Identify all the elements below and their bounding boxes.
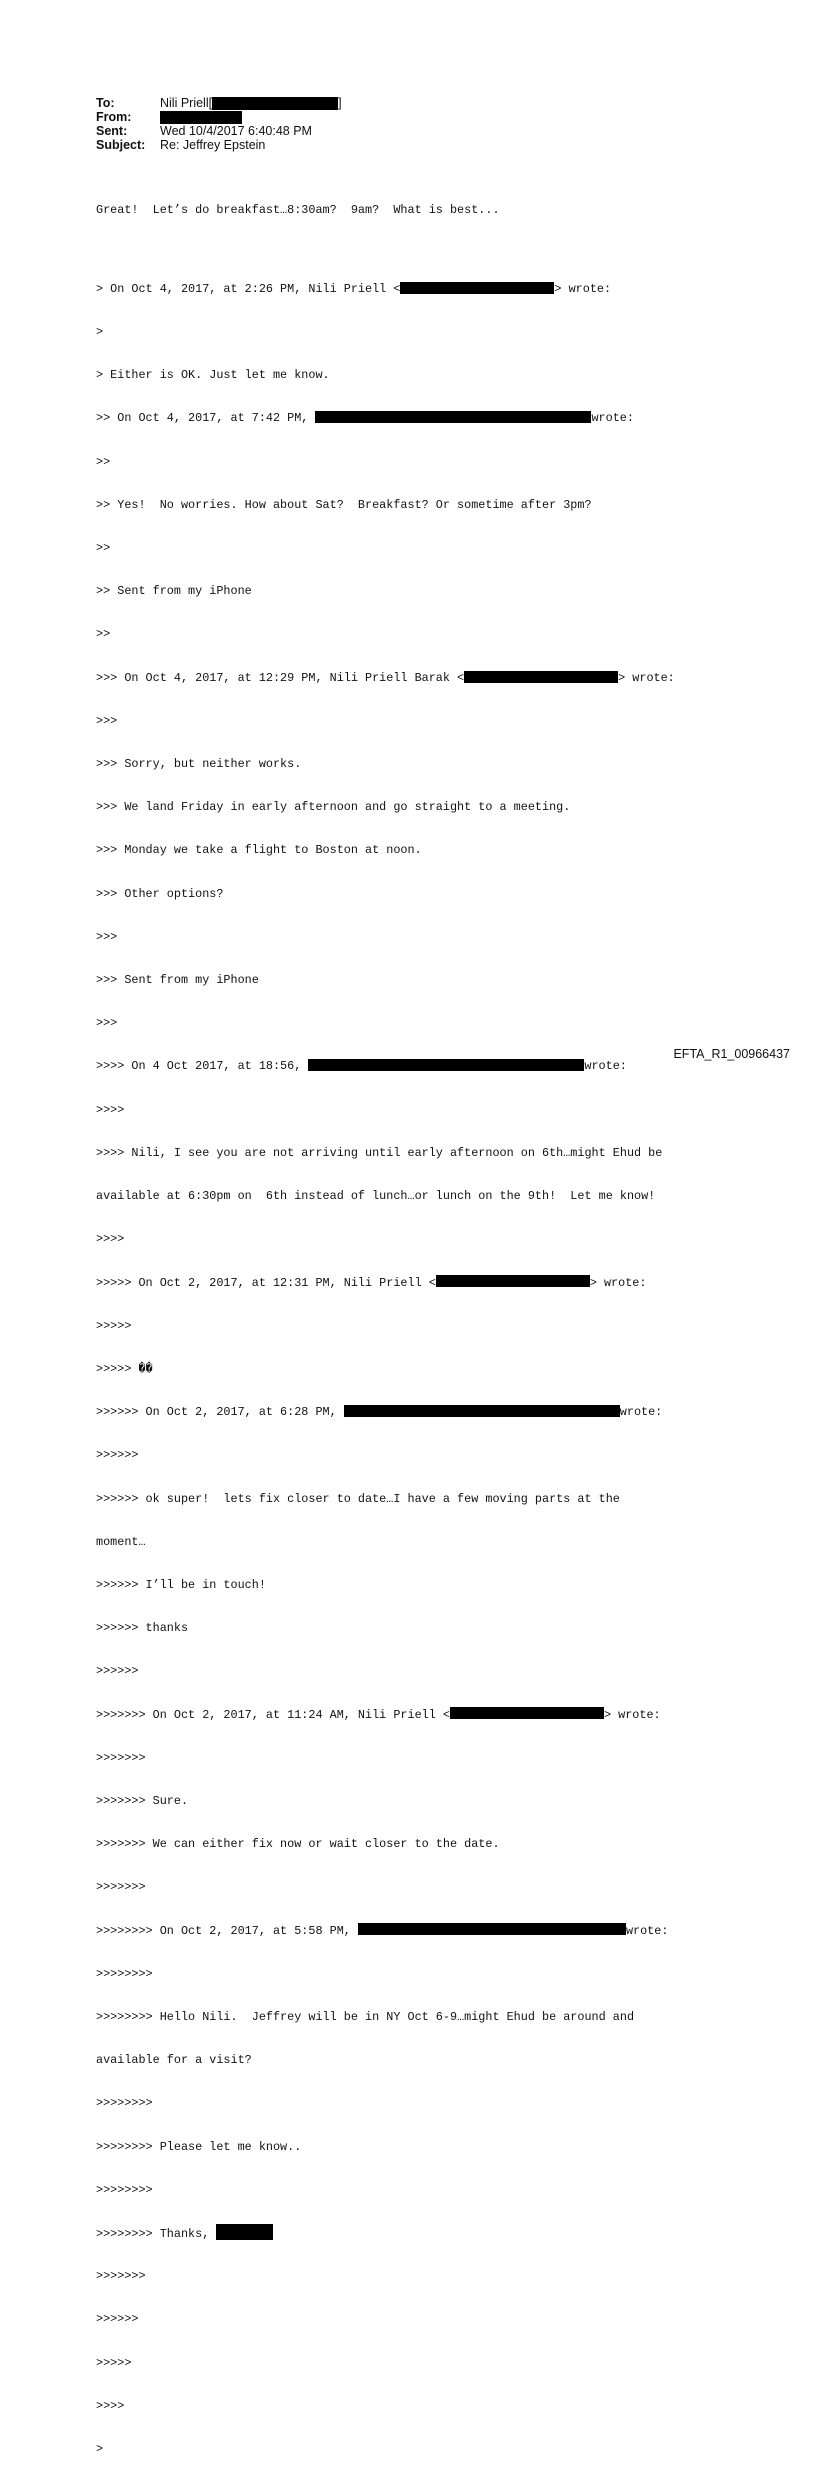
body-line: > (96, 2441, 104, 2456)
quote-header-end: > wrote: (618, 670, 675, 685)
quote-header-end: > wrote: (554, 281, 612, 296)
quote-header-line (96, 411, 756, 425)
body-line: >>>>>>> We can either fix now or wait closer to the date. (96, 1837, 500, 1852)
redaction-block (160, 111, 242, 124)
redaction-block (358, 1923, 626, 1935)
quote-header-end: > wrote: (589, 1275, 647, 1290)
quote-header-text: >>>>> On Oct 2, 2017, at 12:31 PM, Nili Priell < (96, 1275, 436, 1290)
quote-header-line (96, 1708, 756, 1722)
redaction-block (216, 2224, 273, 2240)
line-spacer (96, 246, 756, 253)
body-line: >>>> (96, 2398, 125, 2413)
quote-header-text: >>>> On 4 Oct 2017, at 18:56, (96, 1059, 309, 1074)
body-line: >>>>> �� (96, 1361, 153, 1376)
redaction-block (315, 411, 591, 423)
redaction-block (212, 97, 338, 110)
body-line: >>>>>> I’ll be in touch! (96, 1577, 266, 1592)
body-line: >>> Sent from my iPhone (96, 973, 259, 988)
body-line: Great! Let’s do breakfast…8:30am? 9am? What is best... (96, 202, 500, 217)
quote-header-end: wrote: (584, 1059, 627, 1074)
quote-header-line (96, 1924, 756, 1938)
document-id: EFTA_R1_00966437 (673, 1047, 790, 1061)
to-close: ] (338, 95, 342, 110)
body-line: >>>>>>> Sure. (96, 1793, 189, 1808)
redaction-block (344, 1405, 620, 1417)
subject-row (96, 138, 342, 152)
from-label: From: (96, 110, 132, 124)
to-row (96, 96, 342, 110)
body-line: >> (96, 541, 111, 556)
body-line: >> Sent from my iPhone (96, 584, 252, 599)
signature-line (96, 2226, 756, 2240)
body-line: available for a visit? (96, 2053, 252, 2068)
body-line: >>>>>>> (96, 2269, 146, 2284)
email-header (96, 96, 342, 152)
redaction-block (308, 1059, 584, 1071)
quote-header-line (96, 282, 756, 296)
quote-header-line (96, 671, 756, 685)
quote-header-line (96, 1059, 756, 1073)
body-line: > (96, 325, 104, 340)
signature-text: >>>>>>>> Thanks, (96, 2227, 217, 2242)
to-value (160, 96, 342, 110)
body-line: >> Yes! No worries. How about Sat? Breakfast? Or sometime after 3pm? (96, 497, 592, 512)
body-line: available at 6:30pm on 6th instead of lunch…or lunch on the 9th! Let me know! (96, 1189, 656, 1204)
redaction-block (436, 1275, 590, 1287)
body-line: >> (96, 454, 111, 469)
quote-header-line (96, 1276, 756, 1290)
body-line: >>>>>>> (96, 1750, 146, 1765)
body-line: moment… (96, 1534, 146, 1549)
body-line: >>>>>> thanks (96, 1621, 189, 1636)
to-label: To: (96, 96, 115, 110)
from-row (96, 110, 342, 124)
body-line: >>>> (96, 1232, 125, 1247)
quote-header-end: wrote: (591, 411, 634, 426)
body-line: >>>>> (96, 1318, 132, 1333)
body-line: >>>>>>> (96, 1880, 146, 1895)
body-line: > Either is OK. Just let me know. (96, 368, 330, 383)
body-line: >>>>> (96, 2355, 132, 2370)
body-line: >>>>>>>> Hello Nili. Jeffrey will be in NY Oct 6-9…might Ehud be around and (96, 2009, 635, 2024)
sent-row (96, 124, 342, 138)
to-name: Nili Priell[ (160, 95, 213, 110)
body-line: >>> (96, 713, 118, 728)
body-line: >> (96, 627, 111, 642)
body-line: >>> We land Friday in early afternoon and go straight to a meeting. (96, 800, 571, 815)
body-line: >>>>>>>> (96, 2182, 153, 2197)
sent-value: Wed 10/4/2017 6:40:48 PM (160, 124, 312, 138)
body-line: >>>>>> ok super! lets fix closer to date…I have a few moving parts at the (96, 1491, 620, 1506)
body-line: >>> (96, 1016, 118, 1031)
body-line: >>>>>> (96, 1448, 139, 1463)
sent-label: Sent: (96, 124, 128, 138)
body-line: >>>> (96, 1102, 125, 1117)
quote-header-text: >>>>>> On Oct 2, 2017, at 6:28 PM, (96, 1405, 344, 1420)
body-line: >>>>>>>> (96, 1966, 153, 1981)
quote-header-end: wrote: (619, 1405, 663, 1420)
quote-header-end: > wrote: (603, 1707, 661, 1722)
quote-header-text: > On Oct 4, 2017, at 2:26 PM, Nili Priell < (96, 281, 401, 296)
body-line: >>> Sorry, but neither works. (96, 757, 302, 772)
body-line: >>>>>>>> (96, 2096, 153, 2111)
subject-value: Re: Jeffrey Epstein (160, 138, 266, 152)
body-line: >>>>>>>> Please let me know.. (96, 2139, 302, 2154)
body-line: >>>>>> (96, 1664, 139, 1679)
quote-header-text: >>>>>>>> On Oct 2, 2017, at 5:58 PM, (96, 1923, 358, 1938)
quote-header-text: >>> On Oct 4, 2017, at 12:29 PM, Nili Priell Barak < (96, 670, 465, 685)
quote-header-line (96, 1405, 756, 1419)
subject-label: Subject: (96, 138, 146, 152)
redaction-block (400, 282, 554, 294)
redaction-block (464, 671, 618, 683)
body-line: >>> Other options? (96, 886, 224, 901)
body-line: >>> Monday we take a flight to Boston at noon. (96, 843, 422, 858)
email-body (96, 174, 756, 2485)
quote-header-end: wrote: (625, 1923, 669, 1938)
quote-header-text: >>>>>>> On Oct 2, 2017, at 11:24 AM, Nili Priell < (96, 1707, 450, 1722)
quote-header-text: >> On Oct 4, 2017, at 7:42 PM, (96, 411, 316, 426)
redaction-block (450, 1707, 604, 1719)
body-line: >>> (96, 929, 118, 944)
body-line: >>>>>> (96, 2312, 139, 2327)
body-line: >>>> Nili, I see you are not arriving until early afternoon on 6th…might Ehud be (96, 1145, 663, 1160)
